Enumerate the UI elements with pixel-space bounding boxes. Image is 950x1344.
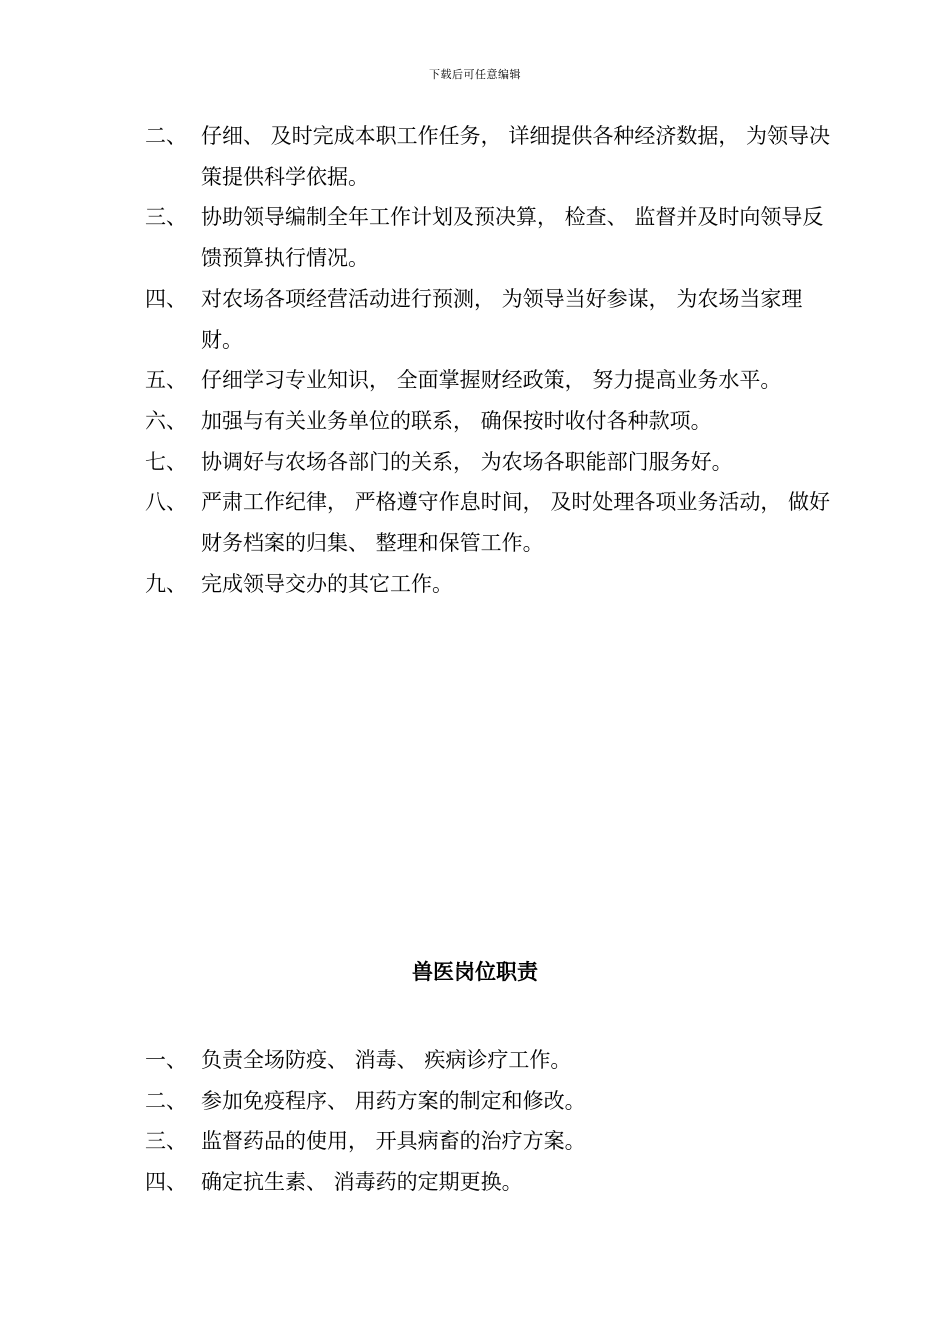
list-item <box>145 360 835 401</box>
list-item <box>145 401 835 442</box>
item-number: 二、 <box>145 124 187 148</box>
item-text: 协助领导编制全年工作计划及预决算， 检查、 监督并及时向领导反馈预算执行情况。 <box>201 205 824 271</box>
item-text: 监督药品的使用， 开具病畜的治疗方案。 <box>201 1129 586 1154</box>
item-number: 六、 <box>145 408 187 433</box>
item-number: 五、 <box>145 368 187 393</box>
section-title: 兽医岗位职责 <box>412 960 538 984</box>
list-item <box>145 1081 835 1122</box>
item-number: 九、 <box>145 571 187 596</box>
item-text: 完成领导交办的其它工作。 <box>201 571 453 596</box>
item-number: 七、 <box>145 449 187 474</box>
list-item <box>145 1162 835 1203</box>
item-text: 加强与有关业务单位的联系， 确保按时收付各种款项。 <box>201 408 712 433</box>
duty-list-finance <box>145 116 835 604</box>
item-text: 负责全场防疫、 消毒、 疾病诊疗工作。 <box>201 1048 572 1072</box>
list-item <box>145 197 835 278</box>
item-text: 严肃工作纪律， 严格遵守作息时间， 及时处理各项业务活动， 做好财务档案的归集、 整理和保管工作。 <box>201 490 831 556</box>
item-number: 四、 <box>145 1170 187 1195</box>
list-item <box>145 564 835 605</box>
item-text: 参加免疫程序、 用药方案的制定和修改。 <box>201 1088 586 1113</box>
list-item <box>145 279 835 360</box>
list-item <box>145 482 835 563</box>
item-text: 协调好与农场各部门的关系， 为农场各职能部门服务好。 <box>201 449 733 474</box>
item-number: 二、 <box>145 1088 187 1113</box>
page-header: 下载后可任意编辑 <box>429 68 521 81</box>
list-item <box>145 1040 835 1081</box>
list-item <box>145 1121 835 1162</box>
item-text: 仔细、 及时完成本职工作任务， 详细提供各种经济数据， 为领导决策提供科学依据。 <box>201 124 831 189</box>
list-item <box>145 442 835 483</box>
item-text: 对农场各项经营活动进行预测， 为领导当好参谋， 为农场当家理财。 <box>201 286 803 352</box>
list-item <box>145 116 835 197</box>
item-text: 仔细学习专业知识， 全面掌握财经政策， 努力提高业务水平。 <box>201 368 782 393</box>
duty-list-veterinary <box>145 1040 835 1203</box>
item-number: 四、 <box>145 286 187 311</box>
item-number: 八、 <box>145 490 187 515</box>
item-text: 确定抗生素、 消毒药的定期更换。 <box>201 1170 523 1195</box>
item-number: 一、 <box>145 1048 187 1072</box>
item-number: 三、 <box>145 205 187 230</box>
item-number: 三、 <box>145 1129 187 1154</box>
